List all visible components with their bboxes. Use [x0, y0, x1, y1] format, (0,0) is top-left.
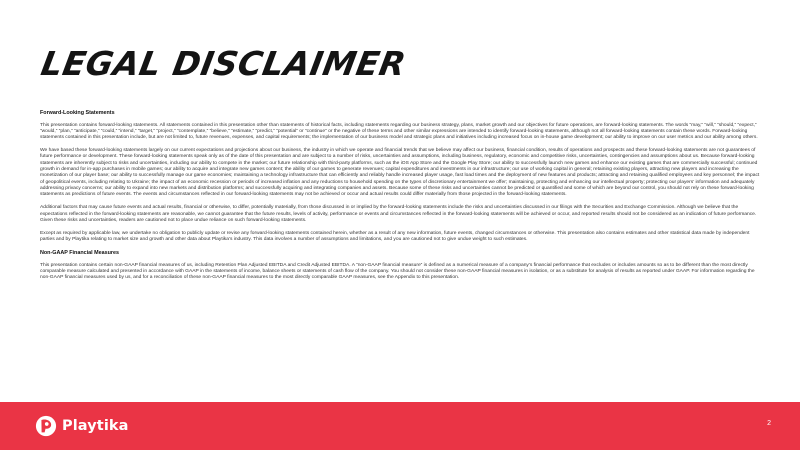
page-title: LEGAL DISCLAIMER: [38, 44, 410, 83]
footer-bar: [0, 402, 800, 450]
section-heading-forward-looking: Forward-Looking Statements: [40, 110, 115, 116]
disclaimer-body: [40, 110, 762, 288]
page-number: 2: [767, 420, 771, 427]
paragraph: We have based these forward-looking statements largely on our current expectations and projections about our business, the industry in which we operate and financial trends that we believe may affect our business, financial condition, results of operations and prospects and these forward-looking statements are not guarantees of future performance or development. These forward-looking statements speak only as of the date of this presentation and are subject to a number of risks, uncertainties and assumptions, including business, regulatory, economic and competitive risks, uncertainties, contingencies and assumptions about us. Because forward-looking statements are inherently subject to risks and uncertainties, including our ability to compete in the market; our future relationship with third-party platforms, such as the iOS App Store and the Google Play Store; our ability to successfully launch new games and enhance our existing games that are commercially successful; continued growth in demand for in-app purchases in mobile games; our ability to acquire and integrate new games content; the ability of our games to generate revenues; capital expenditures and investments in our infrastructure; our use of working capital in general; retaining existing players, attracting new players and increasing the monetization of our player base; our ability to successfully manage our game economies; maintaining a technology infrastructure that can efficiently and reliably handle increased player usage, fast load times and the deployment of new features and products; attracting and retaining qualified employees and key personnel; the impact of geopolitical events, including relating to Ukraine; the impact of an economic recession or periods of increased inflation and any reductions to household spending on the types of discretionary entertainment we offer; maintaining, protecting and enhancing our intellectual property; protecting our players’ information and adequately addressing privacy concerns; our ability to expand into new markets and distribution platforms; and successfully acquiring and integrating companies and assets. Because some of these risks and uncertainties cannot be predicted or quantified and some of which are beyond our control, you should not rely on these forward-looking statements as predictions of future events. The events and circumstances reflected in our forward-looking statements may not be achieved or occur and actual results could differ materially from those projected in the forward-looking statements.: [40, 148, 760, 198]
paragraph: Except as required by applicable law, we undertake no obligation to publicly update or revise any forward-looking statements contained herein, whether as a result of any new information, future events, changed circumstances or otherwise. This presentation also contains estimates and other statistical data made by independent parties and by Playtika relating to market size and growth and other data about Playtika’s industry. This data involves a number of assumptions and limitations, and you are cautioned not to give undue weight to such estimates.: [40, 230, 750, 243]
playtika-logo-icon: [35, 415, 57, 437]
paragraph: This presentation contains forward-looking statements. All statements contained in this presentation other than statements of historical facts, including statements regarding our business strategy, plans, market growth and our objectives for future operations, are forward-looking statements. The words “may,” “will,” “should,” “expect,” “would,” “plan,” “anticipate,” “could,” “intend,” “target,” “project,” “contemplate,” “believe,” “estimate,” “predict,” “potential” or “continue” or the negative of these terms and other similar expressions are intended to identify forward-looking statements, although not all forward-looking statements contain these words. Forward-looking statements contained in this presentation include, but are not limited to, future revenues, expenses, and capital requirements; the implementation of our business model and strategic plans and initiatives including increased focus on in-house game development; our ability to improve on our user metrics and our ability among others.: [40, 122, 758, 141]
brand-name: Playtika: [62, 418, 129, 434]
paragraph: This presentation contains certain non-GAAP financial measures of us, including Retention Plan Adjusted EBITDA and Credit Adjusted EBITDA. A “non-GAAP financial measure” is defined as a numerical measure of a company’s financial performance that excludes or includes amounts so as to be different than the most directly comparable measure calculated and presented in accordance with GAAP in the statements of income, balance sheets or statements of cash flow of the company. You should not consider these non-GAAP financial measures in isolation, or as a substitute for analysis of results as reported under GAAP. For information regarding the non-GAAP financial measures used by us, and for a reconciliation of these non-GAAP financial measures to the most directly comparable GAAP measures, see the Appendix to this presentation.: [40, 262, 755, 281]
brand-logo: [35, 414, 129, 438]
paragraph: Additional factors that may cause future events and actual results, financial or otherwise, to differ, potentially materially, from those discussed in or implied by the forward-looking statements include the risks and uncertainties discussed in our filings with the Securities and Exchange Commission. Although we believe that the expectations reflected in the forward-looking statements are reasonable, we cannot guarantee that the future results, levels of activity, performance or events and circumstances reflected in the forward-looking statements will be achieved or occur, and reported results should not be considered as an indication of future performance. Given these risks and uncertainties, readers are cautioned not to place undue reliance on such forward-looking statements.: [40, 205, 757, 223]
section-heading-non-gaap: Non-GAAP Financial Measures: [40, 250, 119, 256]
